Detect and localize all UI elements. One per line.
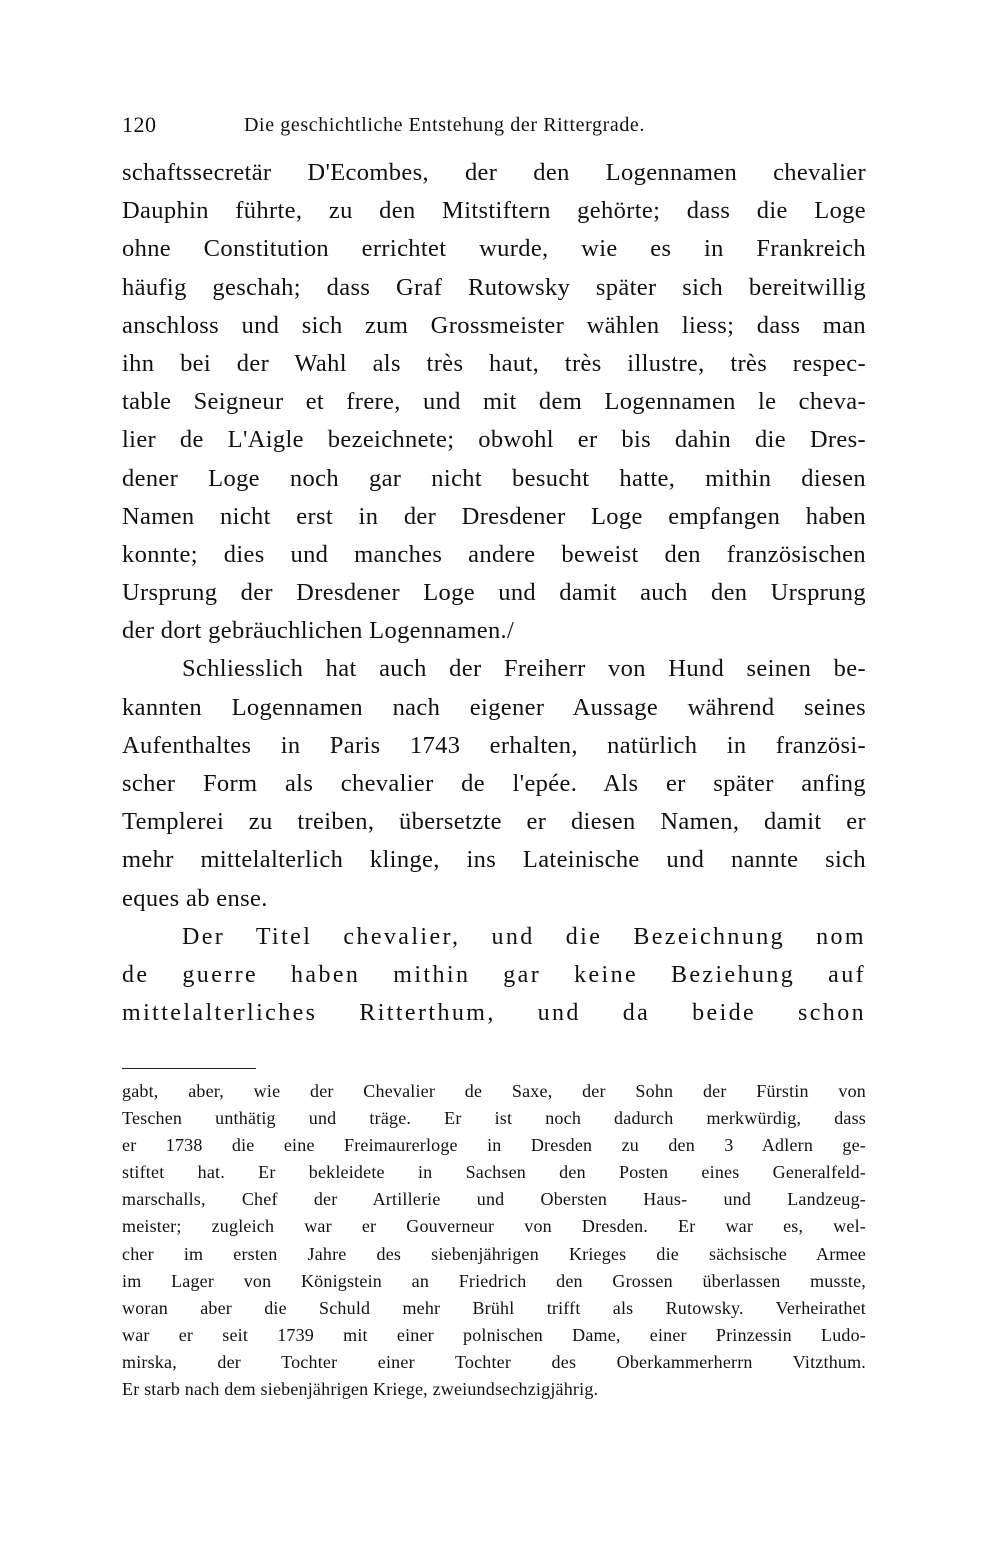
footnote-line: Teschen unthätig und träge. Er ist noch dadurch merkwürdig, dass: [122, 1108, 866, 1129]
footnote-line: im Lager von Königstein an Friedrich den Grossen überlassen musste,: [122, 1270, 866, 1291]
text-line: kannten Logennamen nach eigener Aussage während seines: [122, 693, 866, 721]
footnote-divider: [122, 1068, 256, 1069]
footnote-line: gabt, aber, wie der Chevalier de Saxe, der Sohn der Fürstin von: [122, 1081, 866, 1101]
main-text: [122, 154, 866, 1032]
text-line: lier de L'Aigle bezeichnete; obwohl er bis dahin die Dres-: [122, 426, 866, 454]
text-line: Namen nicht erst in der Dresdener Loge empfangen haben: [122, 502, 866, 530]
footnote-line: mirska, der Tochter einer Tochter des Oberkammerherrn Vitzthum.: [122, 1351, 866, 1372]
text-line: Aufenthaltes in Paris 1743 erhalten, natürlich in französi-: [122, 731, 866, 759]
footnote-line: cher im ersten Jahre des siebenjährigen Krieges die sächsische Armee: [122, 1243, 866, 1264]
footnote-line: stiftet hat. Er bekleidete in Sachsen den Posten eines Generalfeld-: [122, 1162, 866, 1183]
footnote-line: er 1738 die eine Freimaurerloge in Dresden zu den 3 Adlern ge-: [122, 1135, 866, 1156]
text-line: de guerre haben mithin gar keine Beziehung auf: [122, 961, 866, 988]
page-header: [122, 112, 882, 142]
text-line: Ursprung der Dresdener Loge und damit auch den Ursprung: [122, 579, 866, 607]
footnote: [122, 1078, 866, 1403]
text-line: scher Form als chevalier de l'epée. Als er später anfing: [122, 770, 866, 797]
text-line: Schliesslich hat auch der Freiherr von Hund seinen be-: [182, 655, 866, 683]
footnote-line: Er starb nach dem siebenjährigen Kriege, zweiundsechzigjährig.: [122, 1379, 599, 1400]
text-line: anschloss und sich zum Grossmeister wählen liess; dass man: [122, 311, 866, 339]
text-line: schaftssecretär D'Ecombes, der den Logennamen chevalier: [122, 159, 866, 186]
text-line: table Seigneur et frere, und mit dem Logennamen le cheva-: [122, 388, 866, 416]
footnote-line: marschalls, Chef der Artillerie und Obersten Haus- und Landzeug-: [122, 1189, 866, 1210]
text-line: Templerei zu treiben, übersetzte er diesen Namen, damit er: [122, 808, 866, 836]
text-line: konnte; dies und manches andere beweist den französischen: [122, 540, 866, 568]
text-line: der dort gebräuchlichen Logennamen./: [122, 617, 515, 645]
text-line: häufig geschah; dass Graf Rutowsky später sich bereitwillig: [122, 273, 866, 301]
text-line: ohne Constitution errichtet wurde, wie es in Frankreich: [122, 235, 866, 263]
page-number: 120: [122, 112, 157, 137]
footnote-line: war er seit 1739 mit einer polnischen Dame, einer Prinzessin Ludo-: [122, 1324, 866, 1345]
footnote-line: woran aber die Schuld mehr Brühl trifft als Rutowsky. Verheirathet: [122, 1297, 866, 1318]
footnote-line: meister; zugleich war er Gouverneur von Dresden. Er war es, wel-: [122, 1216, 866, 1237]
text-line: eques ab ense.: [122, 884, 268, 912]
text-line: Der Titel chevalier, und die Bezeichnung nom: [182, 923, 866, 950]
text-line: mittelalterliches Ritterthum, und da beide schon: [122, 1000, 866, 1027]
text-line: mehr mittelalterlich klinge, ins Lateinische und nannte sich: [122, 846, 866, 874]
running-title: Die geschichtliche Entstehung der Rittergrade.: [244, 114, 645, 136]
text-line: dener Loge noch gar nicht besucht hatte, mithin diesen: [122, 464, 866, 492]
text-line: Dauphin führte, zu den Mitstiftern gehörte; dass die Loge: [122, 197, 866, 225]
text-line: ihn bei der Wahl als très haut, très illustre, très respec-: [122, 349, 866, 377]
